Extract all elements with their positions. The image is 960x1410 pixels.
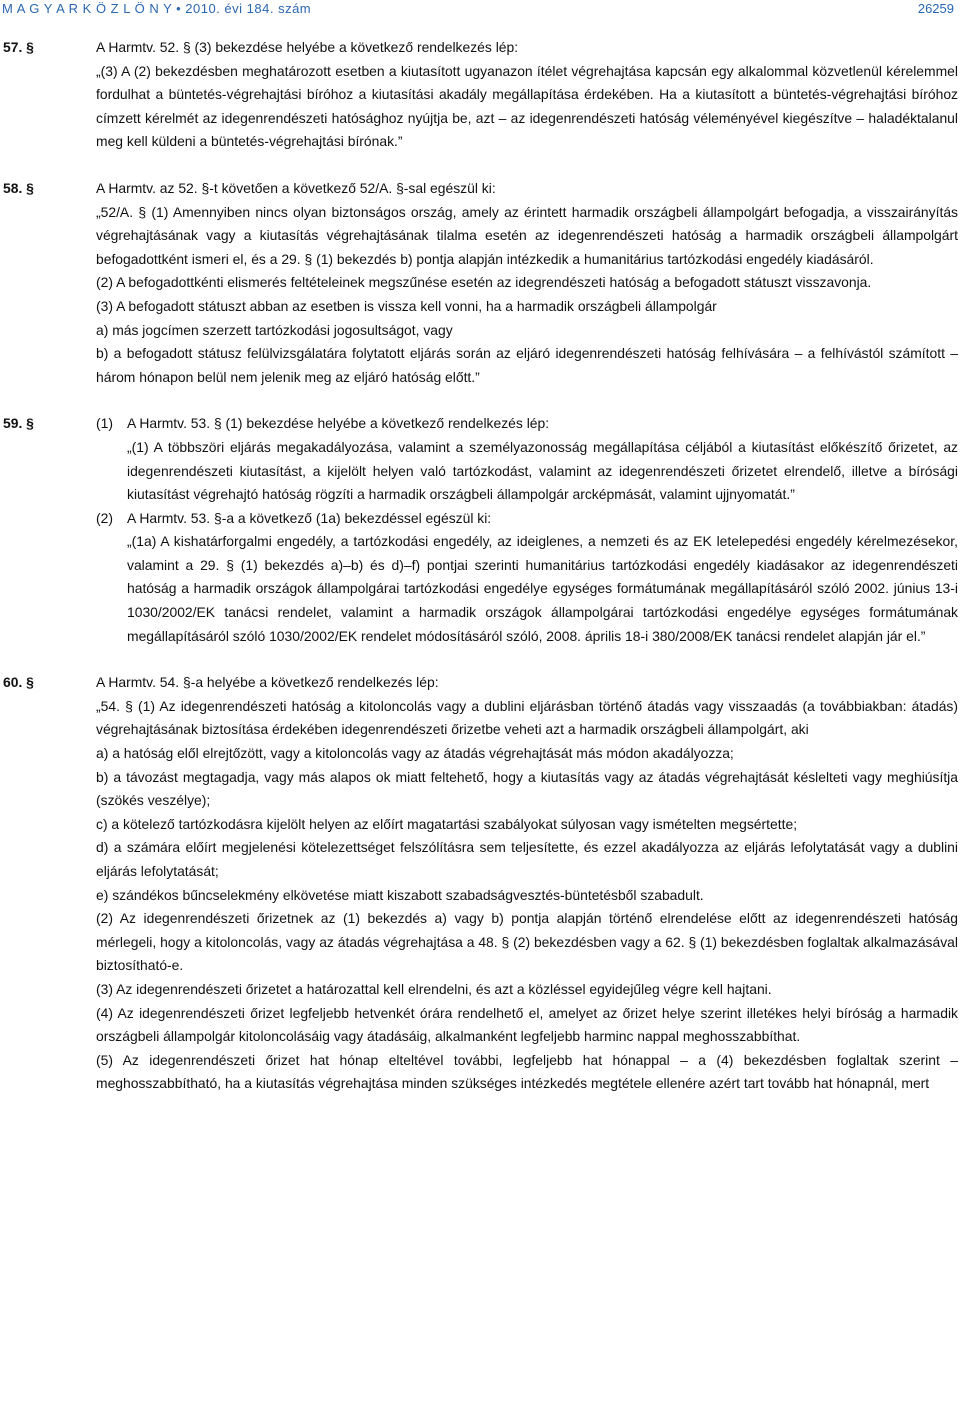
section-body — [96, 177, 960, 389]
subsection — [96, 412, 958, 506]
section-body — [96, 671, 960, 1096]
subsection-intro: A Harmtv. 53. §-a a következő (1a) bekezdéssel egészül ki: — [127, 509, 492, 526]
section-intro: A Harmtv. az 52. §-t követően a következő 52/A. §-sal egészül ki: — [96, 179, 496, 196]
page-number: 26259 — [917, 1, 954, 16]
paragraph: (5) Az idegenrendészeti őrizet hat hónap elteltével további, legfeljebb hat hónappal – a (4) bekezdésben foglaltak szerint – meghosszabbítható, ha a kiutasítás végrehajtása minden szükséges intézkedés megtétele ellenére azért tart tovább hat hónapnál, mert — [96, 1051, 958, 1092]
subsection-label: (2) — [96, 509, 113, 526]
document-body — [0, 36, 960, 1096]
paragraph: „54. § (1) Az idegenrendészeti hatóság a kitoloncolás vagy a dublini eljárásban történő átadás vagy visszaadás (a továbbiakban: átadás) végrehajtásának biztosítása érdekében idegenrendészeti őrizetbe veheti azt a harmadik országbeli állampolgárt, aki — [96, 697, 958, 738]
paragraph: b) a távozást megtagadja, vagy más alapos ok miatt feltehető, hogy a kiutasítás vagy az átadás végrehajtását késlelteti vagy meghiúsítja (szökés veszélye); — [96, 768, 958, 809]
paragraph: „(3) A (2) bekezdésben meghatározott esetben a kiutasított ugyanazon ítélet végrehajtása kapcsán egy alkalommal közvetlenül kérelemmel fordulhat a büntetés-végrehajtási bíróhoz a kiutasítási akadály megállapítása érdekében. Ha a kiutasított a büntetés-végrehajtási bíróhoz címzett kérelmét az idegenrendészeti hatósághoz nyújtja be, azt – az idegenrendészeti hatóság véleményével kiegészítve – haladéktalanul meg kell küldeni a büntetés-végrehajtási bírónak.” — [96, 62, 958, 150]
section-59 — [0, 412, 960, 648]
paragraph: c) a kötelező tartózkodásra kijelölt helyen az előírt magatartási szabályokat súlyosan vagy ismételten megsértette; — [96, 815, 798, 832]
paragraph: (2) Az idegenrendészeti őrizetnek az (1) bekezdés a) vagy b) pontja alapján történő elrendelése előtt az idegenrendészeti hatóság mérlegeli, hogy a kitoloncolás, vagy az átadás végrehajtása a 48. § (2) bekezdésben vagy a 62. § (1) bekezdésben foglaltak alkalmazásával biztosítható-e. — [96, 910, 958, 974]
journal-title: M A G Y A R K Ö Z L Ö N Y • 2010. évi 184. szám — [2, 1, 312, 16]
paragraph: (2) A befogadottkénti elismerés feltételeinek megszűnése esetén az idegrendészeti hatóság a befogadott státuszt visszavonja. — [96, 274, 872, 291]
paragraph: d) a számára előírt megjelenési kötelezettséget felszólításra sem teljesítette, és ezzel akadályozza az eljárás lefolytatását vagy a dublini eljárás lefolytatását; — [96, 839, 958, 879]
section-body — [96, 412, 960, 648]
paragraph: a) más jogcímen szerzett tartózkodási jogosultságot, vagy — [96, 321, 453, 338]
section-intro: A Harmtv. 54. §-a helyébe a következő rendelkezés lép: — [96, 674, 439, 691]
section-body — [96, 36, 960, 154]
paragraph: (3) A befogadott státuszt abban az esetben is vissza kell vonni, ha a harmadik országbeli állampolgár — [96, 297, 717, 314]
section-57 — [0, 36, 960, 154]
paragraph: e) szándékos bűncselekmény elkövetése miatt kiszabott szabadságvesztés-büntetésből szabadult. — [96, 886, 704, 903]
section-intro: A Harmtv. 52. § (3) bekezdése helyébe a következő rendelkezés lép: — [96, 39, 519, 55]
paragraph: a) a hatóság elől elrejtőzött, vagy a kitoloncolás vagy az átadás végrehajtását más módon akadályozza; — [96, 745, 734, 762]
section-number: 60. § — [3, 674, 34, 691]
section-60 — [0, 671, 960, 1096]
section-number: 57. § — [3, 39, 34, 55]
paragraph: „52/A. § (1) Amennyiben nincs olyan biztonságos ország, amely az érintett harmadik országbeli állampolgárt befogadja, a visszairányítás végrehajtásának vagy a kiutasítás végrehajtásának tilalma esetén az idegenrendészeti hatóság a harmadik országbeli állampolgárt befogadottként ismeri el, és a 29. § (1) bekezdés b) pontja alapján intézkedik a humanitárius tartózkodási engedély kiadásáról. — [96, 203, 958, 267]
section-58 — [0, 177, 960, 389]
paragraph: b) a befogadott státusz felülvizsgálatára folytatott eljárás során az eljáró idegenrendészeti hatóság felhívására – a felhívástól számított – három hónapon belül nem jelenik meg az eljáró hatóság előtt.” — [96, 345, 958, 385]
paragraph: „(1) A többszöri eljárás megakadályozása, valamint a személyazonosság megállapítása céljából a kiutasítást előkészítő őrizetet, az idegenrendészeti kiutasítást, a kijelölt helyen való tartózkodást, valamint az idegenrendészeti őrizetet elrendelő, illetve a bírósági kiutasítást végrehajtó hatóság rögzíti a harmadik országbeli állampolgár arcképmását, valamint ujjnyomatát.” — [127, 438, 958, 503]
section-number: 58. § — [3, 179, 34, 196]
paragraph: (3) Az idegenrendészeti őrizetet a határozattal kell elrendelni, és azt a közléssel egyidejűleg végre kell hajtani. — [96, 980, 772, 997]
subsection — [96, 507, 958, 649]
page-header — [0, 0, 960, 28]
subsection-intro: A Harmtv. 53. § (1) bekezdése helyébe a következő rendelkezés lép: — [127, 415, 550, 432]
subsection-label: (1) — [96, 415, 113, 432]
paragraph: „(1a) A kishatárforgalmi engedély, a tartózkodási engedély, az ideiglenes, a nemzeti és az EK letelepedési engedély kérelmezésekor, valamint a 29. § (1) bekezdés a)–b) és d)–f) pontjai szerinti humanitárius tartózkodási engedély kiadásakor az idegenrendészeti hatóság a harmadik országok állampolgárai tartózkodási engedélye egységes formátumának megállapításáról szóló 2002. június 13-i 1030/2002/EK tanácsi rendelet, valamint a harmadik országok állampolgárai tartózkodási engedélye egységes formátumának megállapításáról szóló 1030/2002/EK rendelet módosításáról szóló, 2008. április 18-i 380/2008/EK tanácsi rendelet alapján jár el.” — [127, 533, 958, 644]
paragraph: (4) Az idegenrendészeti őrizet legfeljebb hetvenkét órára rendelhető el, amelyet az őrizet helye szerint illetékes helyi bíróság a harmadik országbeli állampolgár kitoloncolásáig vagy átadásáig, alkalmanként legfeljebb harminc nappal meghosszabbíthat. — [96, 1004, 958, 1045]
section-number: 59. § — [3, 415, 34, 432]
